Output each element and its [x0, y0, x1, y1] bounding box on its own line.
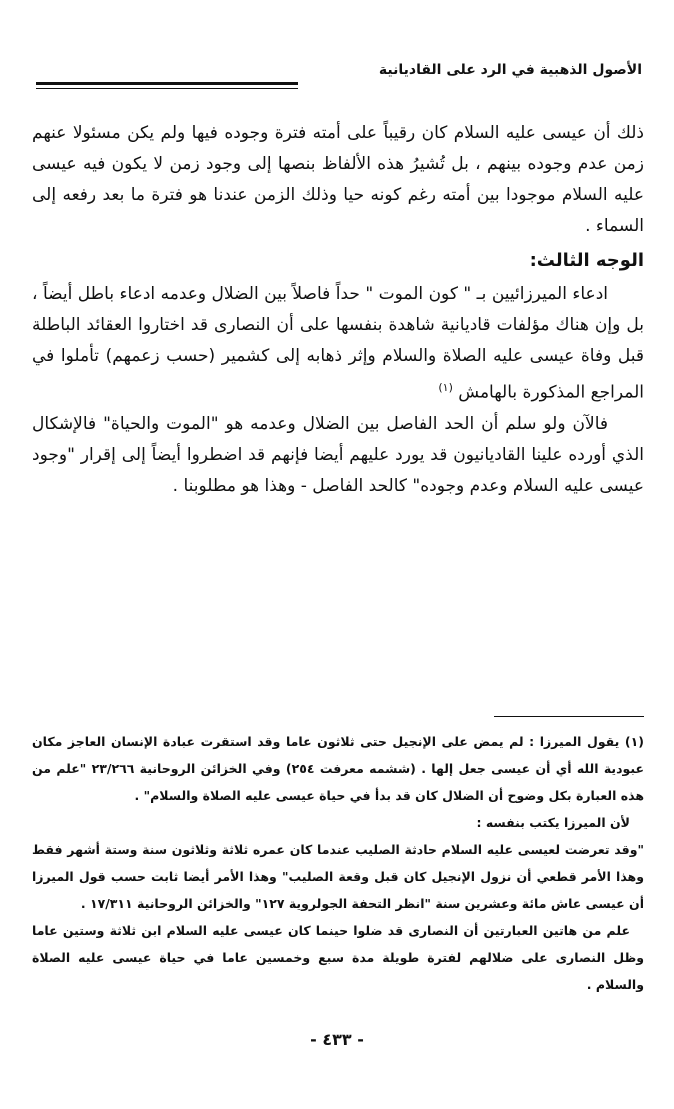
footnote-4: علم من هاتين العبارتين أن النصارى قد ضلوا حينما كان عيسى عليه السلام ابن ثلاثة وستين عاما وظل النصارى على ضلالهم لفترة طويلة مدة سبع وخمسين عاما في حياة عيسى عليه الصلاة والسلام .: [32, 923, 644, 992]
body-paragraph-3: فالآن ولو سلم أن الحد الفاصل بين الضلال وعدمه هو "الموت والحياة" فالإشكال الذي أورده علينا القاديانيون قد يورد عليهم أيضا فإنهم قد اضطروا أيضاً إلى إقرار "وجود عيسى عليه السلام وعدم وجوده" كالحد الفاصل - وهذا هو مطلوبنا .: [32, 413, 644, 496]
section-heading: الوجه الثالث:: [529, 250, 644, 271]
header-rule: [36, 82, 298, 89]
body-paragraph-2: [32, 279, 644, 409]
page-number: - ٤٣٣ -: [310, 1030, 364, 1049]
footnote-3: "وقد تعرضت لعيسى عليه السلام حادثة الصليب عندما كان عمره ثلاثة وثلاثون سنة وستة أشهر فقط وهذا الأمر قطعي أن نزول الإنجيل كان قبل وقعة الصليب" وهذا الأمر أيضا ثابت حسب قول الميرزا أن عيسى عاش مائة وعشرين سنة "انظر التحفة الجولروية ١٢٧" والخزائن الروحانية ١٧/٣١١ .: [32, 842, 644, 911]
footnote-1: (١) يقول الميرزا : لم يمض على الإنجيل حتى ثلاثون عاما وقد استقرت عبادة الإنسان العاجز مكان عبودية الله أي أن عيسى جعل إلها . (ششمه معرفت ٢٥٤) وفي الخزائن الروحانية ٢٣/٢٦٦ "علم من هذه العبارة بكل وضوح أن الضلال كان قد بدأ في حياة عيسى عليه الصلاة والسلام" .: [32, 734, 644, 803]
footnote-2: لأن الميرزا يكتب بنفسه :: [476, 815, 630, 830]
footnotes: [32, 728, 644, 998]
running-header-title: الأصول الذهبية في الرد على القاديانية: [378, 62, 642, 78]
main-text: [32, 118, 644, 502]
footnote-marker: (١): [438, 381, 453, 394]
body-paragraph-1: ذلك أن عيسى عليه السلام كان رقيباً على أمته فترة وجوده فيها ولم يكن مسئولا عنهم زمن عدم وجوده بينهم ، بل تُشيرُ هذه الألفاظ بنصها إلى وجود زمن لا يكون فيه عيسى عليه السلام موجودا بين أمته رغم كونه حيا وذلك الزمن عندنا هو فترة ما بعد رفعه إلى السماء .: [32, 123, 644, 236]
body-paragraph-2-text: ادعاء الميرزائيين بـ " كون الموت " حداً فاصلاً بين الضلال وعدمه ادعاء باطل أيضاً ، بل وإن هناك مؤلفات قاديانية شاهدة بنفسها على أن النصارى قد اختاروا العقائد الباطلة قبل وفاة عيسى عليه الصلاة والسلام وإثر ذهابه إلى كشمير (حسب زعمهم) تأملوا في المراجع المذكورة بالهامش: [32, 284, 644, 403]
footnote-rule: [494, 716, 644, 717]
